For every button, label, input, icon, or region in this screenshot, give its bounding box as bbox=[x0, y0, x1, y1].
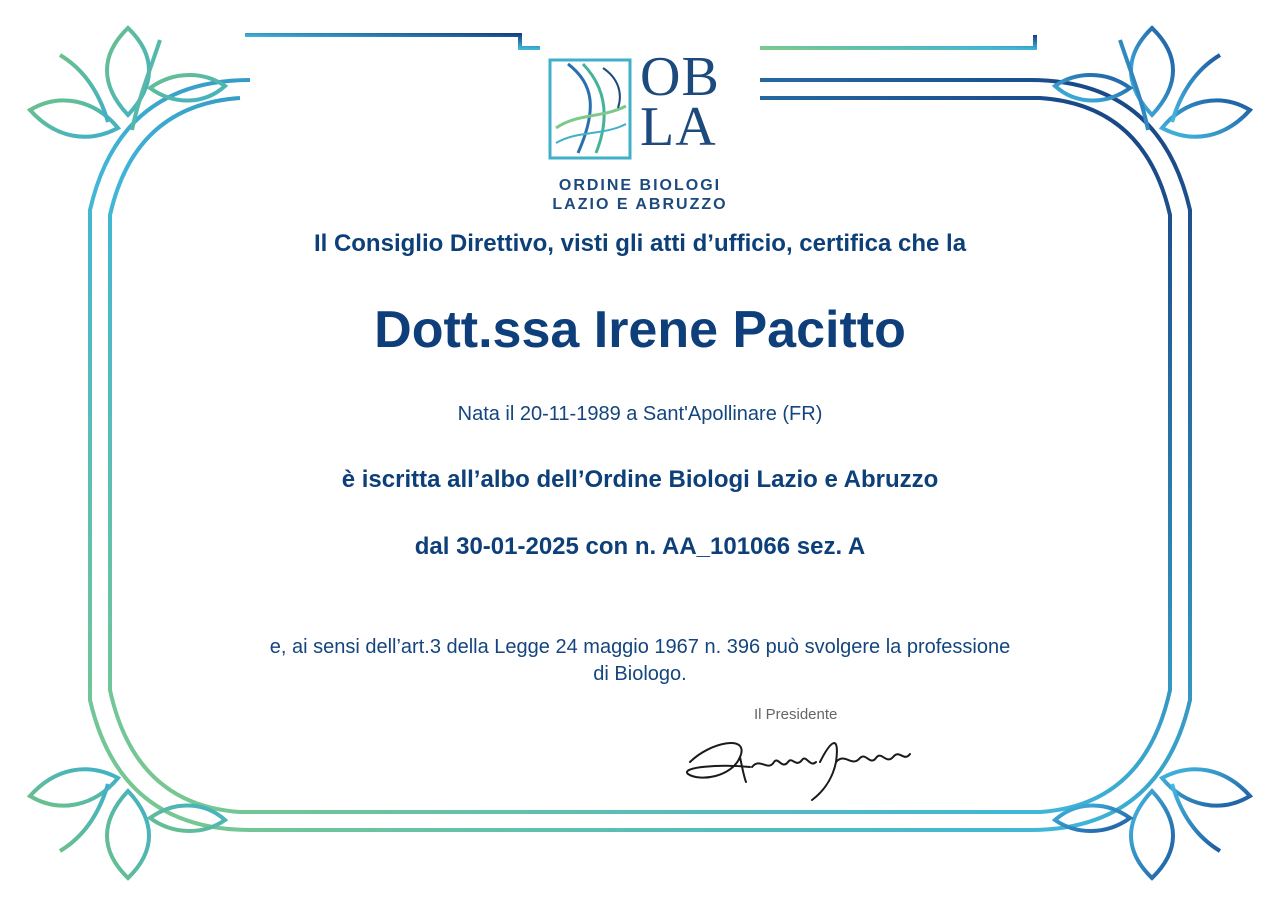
enrollment-statement: è iscritta all’albo dell’Ordine Biologi Lazio e Abruzzo bbox=[341, 466, 939, 493]
recipient-name: Dott.ssa Irene Pacitto bbox=[374, 301, 906, 359]
logo-mark-line1: OB bbox=[640, 46, 720, 108]
org-name-line1: ORDINE BIOLOGI bbox=[558, 177, 722, 194]
logo-wordmark bbox=[640, 46, 720, 158]
birth-details: Nata il 20-11-1989 a Sant'Apollinare (FR) bbox=[457, 403, 823, 425]
legal-statement: e, ai sensi dell’art.3 della Legge 24 maggio 1967 n. 396 può svolgere la professione di Biologo. bbox=[269, 636, 1011, 685]
president-signature bbox=[680, 722, 920, 802]
registration-number: dal 30-01-2025 con n. AA_101066 sez. A bbox=[414, 533, 866, 560]
logo-emblem bbox=[548, 58, 632, 160]
signatory-role: Il Presidente bbox=[754, 706, 838, 723]
certificate-intro: Il Consiglio Direttivo, visti gli atti d’ufficio, certifica che la bbox=[313, 230, 967, 257]
logo-mark-line2: LA bbox=[640, 96, 717, 158]
org-name-line2: LAZIO E ABRUZZO bbox=[552, 196, 728, 213]
